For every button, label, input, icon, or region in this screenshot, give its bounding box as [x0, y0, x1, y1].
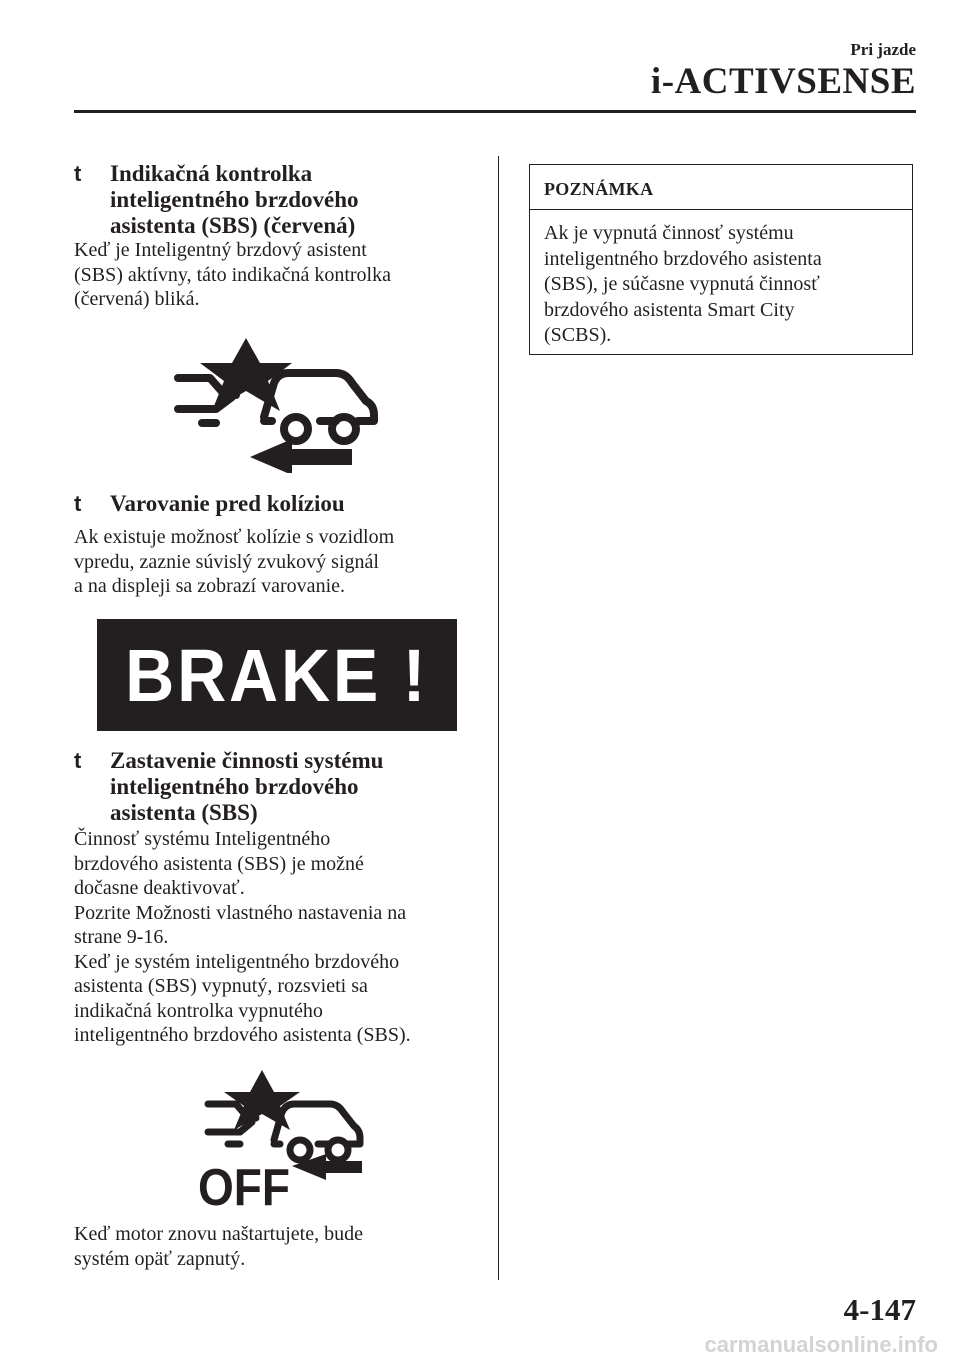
- off-label: OFF: [198, 1159, 290, 1210]
- section-heading-collision-warning: [74, 491, 484, 517]
- section-heading-sbs-deactivation: [74, 748, 484, 826]
- section-label: Pri jazde: [850, 40, 916, 59]
- body-line: (červená) bliká.: [74, 288, 200, 310]
- body-line: a na displeji sa zobrazí varovanie.: [74, 575, 345, 597]
- note-title: POZNÁMKA: [544, 179, 654, 199]
- sbs-warning-car-star-arrow-icon: [168, 333, 388, 473]
- note-divider: [530, 209, 912, 210]
- sbs-off-indicator-icon: [196, 1064, 368, 1210]
- body-line: Keď je systém inteligentného brzdového: [74, 950, 400, 973]
- body-line: indikačná kontrolka vypnutého: [74, 999, 323, 1022]
- body-line: (SBS) aktívny, táto indikačná kontrolka: [74, 263, 391, 286]
- bullet-marker: t: [74, 491, 82, 516]
- section-body-collision-warning: [74, 525, 494, 599]
- heading-line: Zastavenie činnosti systému: [110, 748, 384, 773]
- note-line: inteligentného brzdového asistenta: [544, 247, 822, 270]
- page-number: 4-147: [843, 1292, 916, 1327]
- note-box: [529, 164, 913, 355]
- heading-line: Indikačná kontrolka: [110, 161, 313, 186]
- body-line: strane 9-16.: [74, 926, 169, 948]
- body-line: Ak existuje možnosť kolízie s vozidlom: [74, 526, 395, 548]
- note-body: [544, 221, 904, 349]
- footer-watermark: carmanualsonline.info: [704, 1332, 938, 1357]
- chapter-title: i-ACTIVSENSE: [650, 61, 916, 102]
- note-line: (SCBS).: [544, 324, 612, 346]
- body-line: Keď motor znovu naštartujete, bude: [74, 1223, 363, 1245]
- heading-line: asistenta (SBS) (červená): [110, 213, 356, 238]
- header-rule: [74, 110, 916, 113]
- heading-line: inteligentného brzdového: [110, 187, 359, 212]
- body-line: asistenta (SBS) vypnutý, rozsvieti sa: [74, 975, 368, 997]
- column-divider: [498, 156, 499, 1280]
- heading-line: asistenta (SBS): [110, 800, 258, 825]
- body-line: Keď je Inteligentný brzdový asistent: [74, 239, 367, 261]
- body-line: inteligentného brzdového asistenta (SBS).: [74, 1024, 411, 1046]
- section-body-sbs-deactivation: [74, 827, 494, 1048]
- body-line: systém opäť zapnutý.: [74, 1247, 246, 1270]
- body-line: Pozrite Možnosti vlastného nastavenia na: [74, 901, 407, 924]
- body-line: dočasne deaktivovať.: [74, 877, 245, 899]
- body-line: brzdového asistenta (SBS) je možné: [74, 852, 364, 875]
- heading-line: inteligentného brzdového: [110, 774, 359, 799]
- note-line: Ak je vypnutá činnosť systému: [544, 222, 794, 244]
- section-body-sbs-indicator: [74, 238, 494, 312]
- section-body-after-icon: [74, 1222, 494, 1271]
- note-line: brzdového asistenta Smart City: [544, 298, 795, 321]
- section-heading-sbs-indicator: [74, 161, 484, 239]
- body-line: Činnosť systému Inteligentného: [74, 828, 331, 850]
- heading-line: Varovanie pred kolíziou: [110, 491, 345, 516]
- brake-warning-text: BRAKE !: [125, 633, 429, 717]
- bullet-marker: t: [74, 161, 82, 186]
- body-line: vpredu, zaznie súvislý zvukový signál: [74, 550, 379, 573]
- bullet-marker: t: [74, 748, 82, 773]
- brake-warning-display: [97, 619, 457, 731]
- note-line: (SBS), je súčasne vypnutá činnosť: [544, 273, 820, 295]
